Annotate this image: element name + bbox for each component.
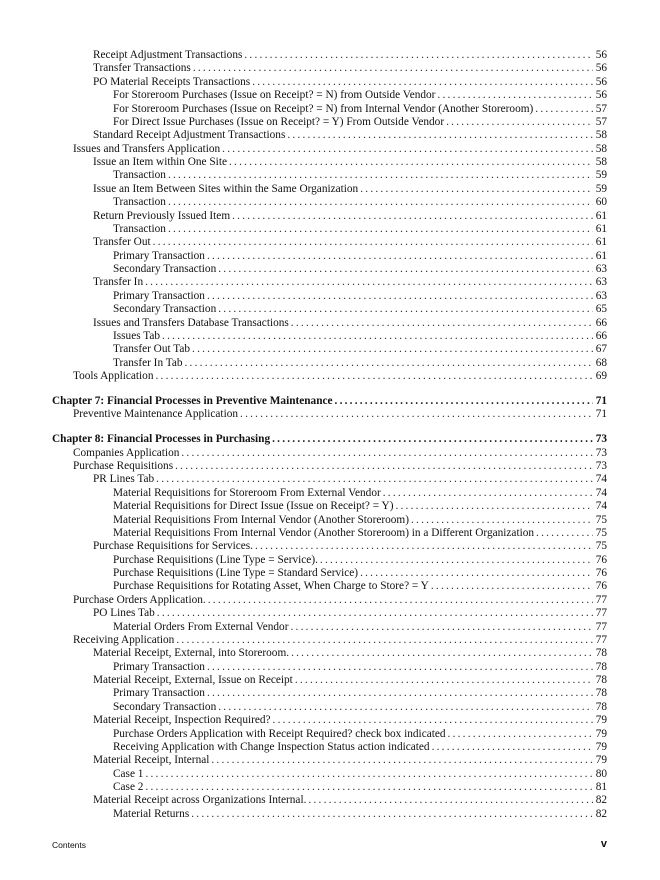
toc-entry-title: Receipt Adjustment Transactions [93, 49, 243, 61]
toc-entry-title: Chapter 7: Financial Processes in Preventive Maintenance [52, 394, 333, 407]
dot-leader [207, 290, 593, 303]
toc-entry[interactable] [52, 76, 607, 89]
dot-leader [208, 594, 593, 607]
toc-entry-page: 60 [595, 196, 607, 209]
toc-entry-title: Material Receipt, External, into Storeroom. [93, 647, 290, 660]
toc-entry-title: Case 2 [113, 781, 144, 794]
toc-entry[interactable] [52, 794, 607, 807]
dot-leader [272, 433, 593, 446]
dot-leader [252, 76, 593, 89]
toc-entry[interactable] [52, 303, 607, 316]
toc-entry[interactable] [52, 741, 607, 754]
dot-leader [244, 49, 593, 62]
toc-entry-title: Purchase Orders Application with Receipt Required? check box indicated [113, 727, 446, 740]
toc-entry-title: Secondary Transaction [113, 303, 217, 316]
dot-leader [145, 781, 593, 794]
toc-entry[interactable] [52, 473, 607, 486]
toc-entry-page: 77 [595, 607, 607, 620]
toc-entry[interactable] [52, 276, 607, 289]
dot-leader [291, 647, 593, 660]
toc-entry-title: Standard Receipt Adjustment Transactions [93, 129, 286, 142]
dot-leader [145, 276, 593, 289]
dot-leader [360, 567, 593, 580]
toc-entry-title: Issues and Transfers Application [73, 142, 221, 155]
toc-entry[interactable] [52, 183, 607, 196]
toc-entry-page: 77 [595, 620, 607, 633]
toc-entry-title: Material Requisitions for Storeroom From External Vendor [113, 486, 381, 499]
toc-entry[interactable] [52, 357, 607, 370]
toc-entry-page: 59 [595, 169, 607, 182]
toc-entry[interactable] [52, 196, 607, 209]
toc-entry-page: 58 [595, 142, 607, 155]
toc-entry[interactable] [52, 156, 607, 169]
dot-leader [229, 156, 593, 169]
toc-entry[interactable] [52, 330, 607, 343]
toc-entry-page: 74 [595, 500, 607, 513]
dot-leader [145, 768, 593, 781]
toc-entry-page: 75 [595, 526, 607, 539]
dot-leader [192, 343, 593, 356]
toc-entry[interactable] [52, 714, 607, 727]
toc-entry-page: 56 [595, 49, 607, 61]
toc-entry-page: 63 [595, 289, 607, 302]
toc-entry-page: 57 [595, 115, 607, 128]
dot-leader [432, 741, 593, 754]
toc-entry-page: 82 [595, 807, 607, 820]
toc-entry-title: PO Lines Tab [93, 607, 155, 620]
dot-leader [448, 728, 593, 741]
toc-entry-title: Primary Transaction [113, 249, 205, 262]
toc-entry-title: Purchase Requisitions for Rotating Asset, When Charge to Store? = Y [113, 580, 429, 593]
toc-entry[interactable] [52, 754, 607, 767]
toc-entry-page: 82 [595, 794, 607, 807]
toc-entry-title: Material Requisitions From Internal Vendor (Another Storeroom) in a Different Organization [113, 526, 535, 539]
dot-leader [218, 263, 593, 276]
toc-entry-title: Transfer Out [93, 236, 151, 249]
toc-entry-page: 71 [595, 408, 607, 421]
toc-entry[interactable] [52, 370, 607, 383]
dot-leader [360, 183, 593, 196]
toc-entry-page: 65 [595, 303, 607, 316]
toc-entry-page: 76 [595, 567, 607, 580]
toc-entry[interactable] [52, 103, 607, 116]
toc-entry[interactable] [52, 343, 607, 356]
toc-entry-page: 75 [595, 540, 607, 553]
dot-leader [232, 210, 593, 223]
toc-entry-title: Purchase Requisitions (Line Type = Service). [113, 553, 318, 566]
toc-entry-page: 58 [595, 156, 607, 168]
dot-leader [155, 370, 593, 383]
footer-section-label: Contents [52, 840, 87, 850]
dot-leader [157, 607, 593, 620]
dot-leader [181, 447, 593, 460]
toc-entry-page: 79 [595, 754, 607, 767]
dot-leader [290, 621, 593, 634]
toc-entry-title: Transaction [113, 196, 166, 209]
toc-entry-title: Material Receipt, Inspection Required? [93, 714, 271, 727]
toc-entry-page: 61 [595, 222, 607, 235]
toc-entry-title: Transaction [113, 169, 166, 182]
dot-leader [153, 236, 593, 249]
toc-entry[interactable] [52, 634, 607, 647]
dot-leader [168, 196, 593, 209]
toc-entry-page: 58 [595, 129, 607, 142]
toc-entry-page: 61 [595, 249, 607, 262]
dot-leader [175, 460, 593, 473]
toc-entry-page: 79 [595, 727, 607, 740]
toc-entry[interactable] [52, 607, 607, 620]
toc-entry-page: 73 [595, 433, 607, 446]
toc-entry[interactable] [52, 808, 607, 821]
dot-leader [207, 687, 593, 700]
toc-entry-title: Chapter 8: Financial Processes in Purchasing [52, 433, 271, 446]
toc-entry-page: 67 [595, 343, 607, 356]
toc-entry[interactable] [52, 290, 607, 303]
toc-entry-page: 66 [595, 329, 607, 342]
dot-leader [207, 250, 593, 263]
dot-leader [335, 395, 593, 408]
toc-entry-page: 61 [595, 209, 607, 222]
toc-entry[interactable] [52, 594, 607, 607]
toc-entry[interactable] [52, 236, 607, 249]
dot-leader [168, 223, 593, 236]
toc-entry-page: 61 [595, 236, 607, 249]
toc-entry[interactable] [52, 89, 607, 102]
dot-leader [207, 661, 593, 674]
toc-entry-title: Tools Application [73, 370, 154, 382]
toc-entry-page: 57 [595, 102, 607, 115]
toc-entry[interactable] [52, 62, 607, 75]
dot-leader [383, 487, 593, 500]
toc-entry-title: Secondary Transaction [113, 263, 217, 275]
toc-entry-title: PO Material Receipts Transactions [93, 75, 251, 88]
dot-leader [395, 500, 593, 513]
toc-entry-page: 78 [595, 660, 607, 673]
toc-entry[interactable] [52, 728, 607, 741]
dot-leader [211, 754, 593, 767]
toc-entry-page: 77 [595, 633, 607, 646]
dot-leader [295, 674, 593, 687]
dot-leader [291, 317, 593, 330]
dot-leader [191, 808, 593, 821]
toc-entry-title: Issue an Item within One Site [93, 156, 227, 168]
toc-entry[interactable] [52, 447, 607, 460]
toc-entry[interactable] [52, 701, 607, 714]
toc-entry-title: For Storeroom Purchases (Issue on Receipt? = N) from Outside Vendor [113, 89, 436, 102]
toc-entry-title: Material Receipt across Organizations Internal. [93, 794, 307, 807]
dot-leader [446, 116, 593, 129]
toc-entry-title: Preventive Maintenance Application [73, 408, 239, 421]
dot-leader [273, 714, 593, 727]
toc-entry[interactable] [52, 263, 607, 276]
toc-entry-title: Companies Application [73, 446, 180, 459]
toc-entry[interactable] [52, 250, 607, 263]
toc-entry-page: 78 [595, 647, 607, 660]
toc-entry[interactable] [52, 169, 607, 182]
toc-entry-page: 76 [595, 553, 607, 566]
toc-entry[interactable] [52, 143, 607, 156]
dot-leader [185, 357, 594, 370]
toc-entry-page: 63 [595, 276, 607, 289]
toc-entry-title: Material Requisitions for Direct Issue (Issue on Receipt? = Y) [113, 500, 394, 513]
toc-entry-title: Transfer Out Tab [113, 343, 191, 356]
dot-leader [193, 62, 593, 75]
toc-entry-page: 56 [595, 62, 607, 75]
toc-entry-title: Transfer In [93, 276, 144, 289]
dot-leader [222, 143, 593, 156]
toc-entry-title: Issues and Transfers Database Transactions [93, 316, 289, 329]
toc-entry-page: 80 [595, 767, 607, 780]
toc-entry-page: 71 [595, 394, 607, 407]
dot-leader [431, 580, 593, 593]
toc-entry[interactable] [52, 500, 607, 513]
footer-page-number: v [600, 838, 607, 850]
toc-entry[interactable] [52, 621, 607, 634]
toc-entry-page: 59 [595, 182, 607, 195]
toc-entry-page: 78 [595, 674, 607, 687]
toc-entry[interactable] [52, 514, 607, 527]
toc-entry-page: 63 [595, 263, 607, 275]
toc-entry-title: Material Receipt, Internal [93, 754, 210, 767]
toc-entry[interactable] [52, 487, 607, 500]
toc-entry[interactable] [52, 317, 607, 330]
toc-entry-title: PR Lines Tab [93, 473, 155, 486]
toc-entry[interactable] [52, 408, 607, 421]
toc-entry[interactable] [52, 781, 607, 794]
toc-entry-page: 81 [595, 781, 607, 794]
toc-entry[interactable] [52, 116, 607, 129]
toc-entry[interactable] [52, 540, 607, 553]
dot-leader [535, 103, 593, 116]
toc-entry-title: Material Receipt, External, Issue on Receipt [93, 674, 293, 687]
toc-entry-title: Transaction [113, 222, 166, 235]
toc-entry[interactable] [52, 129, 607, 142]
toc-entry-page: 73 [595, 446, 607, 459]
toc-entry-title: Material Returns [113, 807, 190, 820]
toc-entry[interactable] [52, 687, 607, 700]
toc-entry-title: Purchase Requisitions for Services. [93, 540, 254, 553]
toc-entry-title: Transfer In Tab [113, 356, 183, 369]
toc-entry-page: 56 [595, 75, 607, 88]
toc-entry-title: Transfer Transactions [93, 62, 191, 75]
toc-entry-page: 69 [595, 370, 607, 382]
toc-entry[interactable] [52, 580, 607, 593]
toc-entry[interactable] [52, 768, 607, 781]
toc-entry[interactable] [52, 647, 607, 660]
dot-leader [168, 169, 593, 182]
toc-entry-title: Issue an Item Between Sites within the Same Organization [93, 182, 359, 195]
toc-entry[interactable] [52, 223, 607, 236]
toc-entry-page: 79 [595, 714, 607, 727]
dot-leader [320, 554, 593, 567]
toc-entry[interactable] [52, 567, 607, 580]
toc-entry-title: For Direct Issue Purchases (Issue on Receipt? = Y) From Outside Vendor [113, 115, 445, 128]
toc-entry-title: Primary Transaction [113, 289, 205, 302]
toc-entry[interactable] [52, 210, 607, 223]
toc-entry-title: For Storeroom Purchases (Issue on Receipt? = N) from Internal Vendor (Another Storeroom) [113, 102, 534, 115]
toc-entry-page: 79 [595, 740, 607, 753]
toc-entry[interactable] [52, 674, 607, 687]
dot-leader [218, 303, 593, 316]
table-of-contents [52, 49, 607, 821]
dot-leader [176, 634, 593, 647]
toc-entry-title: Purchase Requisitions (Line Type = Standard Service) [113, 567, 359, 580]
toc-entry-title: Primary Transaction [113, 687, 205, 700]
toc-entry-title: Purchase Orders Application. [73, 593, 206, 606]
toc-entry-page: 74 [595, 473, 607, 486]
toc-entry-page: 68 [595, 356, 607, 369]
dot-leader [287, 129, 593, 142]
dot-leader [308, 794, 593, 807]
toc-entry-title: Purchase Requisitions [73, 460, 174, 473]
toc-entry-title: Primary Transaction [113, 660, 205, 673]
toc-entry-page: 74 [595, 486, 607, 499]
toc-entry-title: Case 1 [113, 767, 144, 780]
toc-entry-page: 75 [595, 513, 607, 526]
toc-entry-title: Receiving Application with Change Inspection Status action indicated [113, 740, 430, 753]
toc-entry[interactable] [52, 554, 607, 567]
dot-leader [218, 701, 593, 714]
dot-leader [437, 89, 593, 102]
dot-leader [156, 473, 593, 486]
toc-entry-page: 66 [595, 316, 607, 329]
toc-entry-title: Issues Tab [113, 329, 161, 342]
toc-chapter-entry[interactable] [52, 395, 607, 408]
toc-entry-page: 78 [595, 700, 607, 713]
toc-entry-title: Secondary Transaction [113, 700, 217, 713]
dot-leader [240, 408, 593, 421]
toc-entry-page: 77 [595, 593, 607, 606]
toc-entry-page: 76 [595, 580, 607, 593]
toc-entry[interactable] [52, 460, 607, 473]
dot-leader [162, 330, 593, 343]
toc-entry-title: Return Previously Issued Item [93, 209, 231, 222]
toc-chapter-entry[interactable] [52, 433, 607, 446]
dot-leader [255, 540, 593, 553]
toc-entry[interactable] [52, 49, 607, 62]
toc-entry[interactable] [52, 661, 607, 674]
toc-entry-page: 56 [595, 89, 607, 102]
toc-entry-title: Material Requisitions From Internal Vendor (Another Storeroom) [113, 513, 409, 526]
toc-entry-title: Material Orders From External Vendor [113, 620, 289, 633]
dot-leader [411, 514, 593, 527]
toc-entry-title: Receiving Application [73, 633, 175, 646]
dot-leader [536, 527, 593, 540]
toc-entry[interactable] [52, 527, 607, 540]
toc-entry-page: 73 [595, 460, 607, 473]
toc-entry-page: 78 [595, 687, 607, 700]
